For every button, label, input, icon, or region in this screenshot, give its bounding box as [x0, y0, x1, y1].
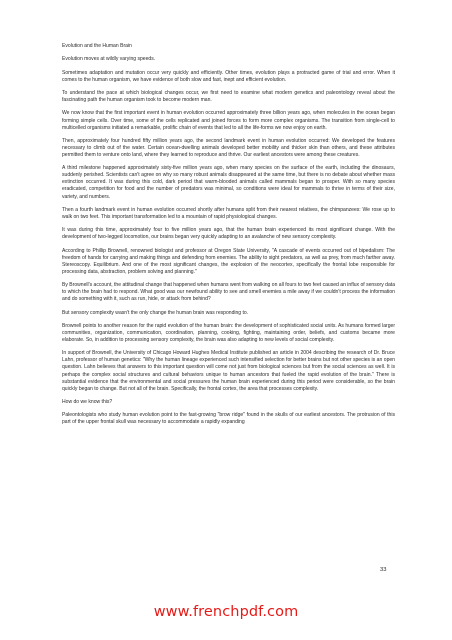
paragraph: It was during this time, approximately four to five million years ago, that the human brain experienced its most significant change. With the development of two-legged locomotion, our brains began very quickly adapting to an avalanche of new sensory complexity.: [62, 227, 395, 241]
paragraph: Then, approximately four hundred fifty million years ago, the second landmark event in human evolution occurred: We developed the features necessary to climb out of the water. Certain ocean-dwelling animals developed better mobility and thicker skin than others, and these attributes permitted them to venture onto land, where they learned to reproduce and thrive. Our earliest ancestors were among these creatures.: [62, 137, 395, 158]
paragraph: By Brownell's account, the attitudinal change that happened when humans went from walking on all fours to two feet caused an influx of sensory data to which the brain had to respond. What good was our newfound ability to see and smell enemies a mile away if we couldn't process the information and do something with it, such as run, hide, or attack from behind?: [62, 282, 395, 303]
paragraph: According to Phillip Brownell, renowned biologist and professor at Oregon State University, "A cascade of events occurred out of bipedalism: The freedom of hands for carrying and making things and defending from enemies. The ability to sight predators, as well as prey, from much farther away. Stereoscopy. Equilibrium. And one of the most significant changes, the explosion of the neocortex, specifically the frontal lobe responsible for processing data, abstraction, problem solving and planning.": [62, 247, 395, 275]
paragraph: Then a fourth landmark event in human evolution occurred shortly after humans split from their nearest relatives, the chimpanzees: We rose up to walk on two feet. This important transformation led to a mountain of rapid physiological changes.: [62, 206, 395, 220]
paragraph: To understand the pace at which biological changes occur, we first need to examine what modern genetics and paleontology reveal about the fascinating path the human organism took to become modern man.: [62, 90, 395, 104]
paragraph: Sometimes adaptation and mutation occur very quickly and efficiently. Other times, evolution plays a protracted game of trial and error. When it comes to the human organism, we have evidence of both slow and fast, inept and efficient evolution.: [62, 69, 395, 83]
paragraph: Brownell points to another reason for the rapid evolution of the human brain: the development of sophisticated social units. As humans formed larger communities, organization, communication, coordination, planning, cooking, fighting, maintaining order, beliefs, and customs became more elaborate. So, in addition to processing sensory complexity, the brain was also adapting to new levels of social complexity.: [62, 322, 395, 344]
page-content: [62, 43, 395, 433]
paragraph: A third milestone happened approximately sixty-five million years ago, when many species on the surface of the earth, including the dinosaurs, suddenly perished. Scientists can't agree on why so many robust animals disappeared at the same time, but there is no debate about whether mass extinction occurred. It was during this cold, dark period that warm-blooded animals called mammals began to prosper. With so many species eradicated, competition for food and the number of predators was minimal, so conditions were ideal for mammals to thrive in terms of their size, variety, and numbers.: [62, 165, 395, 200]
watermark-link[interactable]: www.frenchpdf.com: [153, 604, 299, 620]
paragraph: In support of Brownell, the University of Chicago Howard Hughes Medical Institute published an article in 2004 describing the research of Dr. Bruce Lahn, professor of human genetics: "Why the human lineage experienced such intensified selection for better brains but not other species is an open question. Lahn believes that answers to this important question will come not just from biological sciences but from the social sciences as well. It is perhaps the complex social structures and cultural behaviors unique to human ancestors that fueled the rapid evolution of the brain." There is substantial evidence that the environmental and social pressures the human brain experienced during this period were considerable, so the brain quickly began to change. But not all of the brain. Specifically, the frontal cortex, the area that processes complexity.: [62, 350, 395, 392]
page-number: 33: [380, 567, 387, 573]
paragraph: We now know that the first important event in human evolution occurred approximately three billion years ago, when molecules in the ocean began forming simple cells. Over time, some of the cells replicated and joined forces to form more complex organisms. The transition from single-cell to multicelled organisms initiated a remarkable, prolific chain of events that led to all the life-forms we now enjoy on earth.: [62, 110, 395, 131]
chapter-title: Evolution and the Human Brain: [62, 43, 132, 49]
paragraph: But sensory complexity wasn't the only change the human brain was responding to.: [62, 309, 249, 316]
paragraph: Evolution moves at wildly varying speeds.: [62, 56, 156, 63]
paragraph: Paleontologists who study human evolution point to the fast-growing "brow ridge" found in the skulls of our earliest ancestors. The protrusion of this part of the upper frontal skull was necessary to accommodate a rapidly expanding: [62, 412, 395, 426]
paragraph: How do we know this?: [62, 398, 113, 405]
